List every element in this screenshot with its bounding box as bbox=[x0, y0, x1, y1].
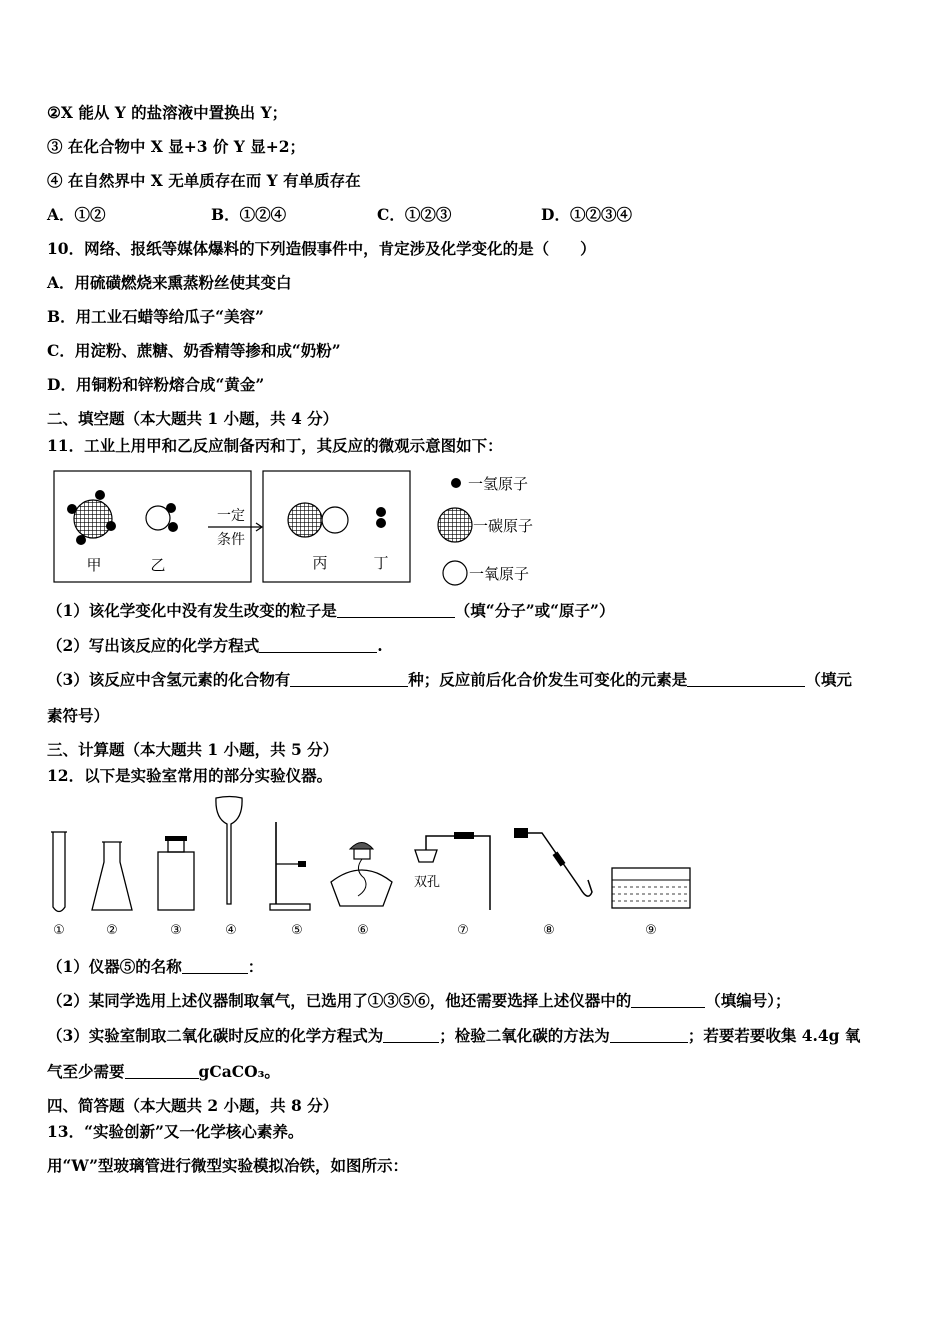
q11-p3-end: （填元 bbox=[805, 670, 852, 689]
gas-bottle-icon bbox=[158, 852, 194, 910]
label-jia: 甲 bbox=[86, 556, 102, 574]
q12-stem: 12．以下是实验室常用的部分实验仪器。 bbox=[47, 766, 333, 785]
q9-option-d: D．①②③④ bbox=[541, 205, 632, 224]
water-trough-icon bbox=[612, 868, 690, 908]
answer-blank[interactable] bbox=[125, 1062, 199, 1079]
q12-part-3 bbox=[47, 1026, 860, 1046]
q9-option-b: B．①②④ bbox=[211, 205, 287, 224]
legend-carbon: 一碳原子 bbox=[473, 517, 534, 535]
apparatus-label-3: ③ bbox=[170, 923, 182, 938]
hydrogen-atom bbox=[376, 507, 386, 517]
q12-part-1 bbox=[47, 957, 263, 977]
q11-p2-end: . bbox=[377, 636, 383, 655]
q9-option-a: A．①② bbox=[47, 205, 106, 224]
q12-p1-text: （1）仪器⑤的名称 bbox=[47, 957, 182, 976]
q12-part-3-cont bbox=[47, 1062, 280, 1082]
q12-p3-mid: ；检验二氧化碳的方法为 bbox=[439, 1026, 610, 1045]
section-4-heading: 四、简答题（本大题共 2 小题，共 8 分） bbox=[47, 1096, 339, 1115]
conical-flask-icon bbox=[92, 842, 132, 910]
q10-option-d: D．用铜粉和锌粉熔合成“黄金” bbox=[47, 375, 265, 394]
q12-p3-cont-text: 气至少需要 bbox=[47, 1062, 125, 1081]
iron-stand-icon bbox=[270, 822, 310, 910]
apparatus-label-6: ⑥ bbox=[357, 923, 369, 938]
delivery-tube-icon bbox=[514, 828, 592, 896]
answer-blank[interactable] bbox=[687, 670, 805, 687]
q9-statement-2: ②X 能从 Y 的盐溶液中置换出 Y； bbox=[47, 103, 288, 122]
q12-p3-text: （3）实验室制取二氧化碳时反应的化学方程式为 bbox=[47, 1026, 384, 1045]
q11-part-3 bbox=[47, 670, 852, 690]
legend-carbon-icon bbox=[438, 508, 472, 542]
q11-p3-text: （3）该反应中含氢元素的化合物有 bbox=[47, 670, 291, 689]
apparatus-label-8: ⑧ bbox=[543, 923, 555, 938]
q12-p1-end: ： bbox=[247, 957, 264, 976]
q10-stem: 10．网络、报纸等媒体爆料的下列造假事件中，肯定涉及化学变化的是（ ） bbox=[47, 239, 596, 258]
q9-statement-4: ④ 在自然界中 X 无单质存在而 Y 有单质存在 bbox=[47, 171, 361, 190]
q11-part-3-cont: 素符号） bbox=[47, 706, 110, 725]
funnel-icon bbox=[216, 797, 242, 905]
answer-blank[interactable] bbox=[610, 1026, 688, 1043]
label-bing: 丙 bbox=[312, 554, 328, 572]
legend-hydrogen-icon bbox=[451, 478, 461, 488]
q11-stem: 11．工业上用甲和乙反应制备丙和丁，其反应的微观示意图如下： bbox=[47, 436, 503, 455]
q13-line-2: 用“W”型玻璃管进行微型实验模拟冶铁，如图所示： bbox=[47, 1156, 409, 1175]
answer-blank[interactable] bbox=[259, 636, 377, 653]
q10-option-c: C．用淀粉、蔗糖、奶香精等掺和成“奶粉” bbox=[47, 341, 341, 360]
carbon-atom bbox=[288, 503, 322, 537]
q12-p2-text: （2）某同学选用上述仪器制取氧气，已选用了①③⑤⑥，他还需要选择上述仪器中的 bbox=[47, 991, 632, 1010]
hydrogen-atom bbox=[76, 535, 86, 545]
legend-hydrogen: 一氢原子 bbox=[468, 475, 529, 493]
answer-blank[interactable] bbox=[337, 601, 455, 618]
q11-p2-text: （2）写出该反应的化学方程式 bbox=[47, 636, 260, 655]
oxygen-atom bbox=[322, 507, 348, 533]
q10-option-a: A．用硫磺燃烧来熏蒸粉丝使其变白 bbox=[47, 273, 292, 292]
hydrogen-atom bbox=[106, 521, 116, 531]
reaction-diagram bbox=[48, 466, 568, 592]
answer-blank[interactable] bbox=[383, 1026, 439, 1043]
legend-oxygen-icon bbox=[443, 561, 467, 585]
q11-p1-hint: （填“分子”或“原子”） bbox=[454, 601, 615, 620]
hydrogen-atom bbox=[376, 518, 386, 528]
label-ding: 丁 bbox=[373, 554, 389, 572]
hydrogen-atom bbox=[168, 522, 178, 532]
label-yi: 乙 bbox=[150, 556, 166, 574]
q11-part-1 bbox=[47, 601, 614, 621]
apparatus-label-5: ⑤ bbox=[291, 923, 303, 938]
q9-option-c: C．①②③ bbox=[377, 205, 452, 224]
q13-stem: 13．“实验创新”又一化学核心素养。 bbox=[47, 1122, 304, 1141]
q12-part-2 bbox=[47, 991, 791, 1011]
legend-oxygen: 一氧原子 bbox=[469, 565, 530, 583]
q12-p3-cont-end: gCaCO₃。 bbox=[198, 1062, 280, 1081]
test-tube-icon bbox=[53, 832, 65, 912]
q9-statement-3: ③ 在化合物中 X 显+3 价 Y 显+2； bbox=[47, 137, 306, 156]
answer-blank[interactable] bbox=[290, 670, 408, 687]
condition-top: 一定 bbox=[217, 508, 245, 524]
q12-p2-end: （填编号）； bbox=[705, 991, 791, 1010]
carbon-atom bbox=[74, 500, 112, 538]
q11-part-2 bbox=[47, 636, 383, 656]
condition-bottom: 条件 bbox=[217, 532, 245, 548]
hydrogen-atom bbox=[67, 504, 77, 514]
apparatus-label-7: ⑦ bbox=[457, 923, 469, 938]
apparatus-label-2: ② bbox=[106, 923, 118, 938]
section-3-heading: 三、计算题（本大题共 1 小题，共 5 分） bbox=[47, 740, 339, 759]
stopper-tube-icon bbox=[414, 832, 490, 910]
answer-blank[interactable] bbox=[631, 991, 705, 1008]
apparatus-label-9: ⑨ bbox=[645, 923, 657, 938]
answer-blank[interactable] bbox=[182, 957, 248, 974]
hydrogen-atom bbox=[166, 503, 176, 513]
double-hole-label: 双孔 bbox=[414, 875, 441, 890]
apparatus-label-1: ① bbox=[53, 923, 65, 938]
lab-apparatus-diagram bbox=[40, 792, 700, 938]
section-2-heading: 二、填空题（本大题共 1 小题，共 4 分） bbox=[47, 409, 339, 428]
apparatus-label-4: ④ bbox=[225, 923, 237, 938]
q11-p3-mid: 种；反应前后化合价发生可变化的元素是 bbox=[408, 670, 688, 689]
alcohol-lamp-icon bbox=[331, 843, 392, 907]
q10-option-b: B．用工业石蜡等给瓜子“美容” bbox=[47, 307, 264, 326]
q11-p1-text: （1）该化学变化中没有发生改变的粒子是 bbox=[47, 601, 337, 620]
q12-p3-end: ；若要若要收集 4.4g 氧 bbox=[687, 1026, 861, 1045]
hydrogen-atom bbox=[95, 490, 105, 500]
